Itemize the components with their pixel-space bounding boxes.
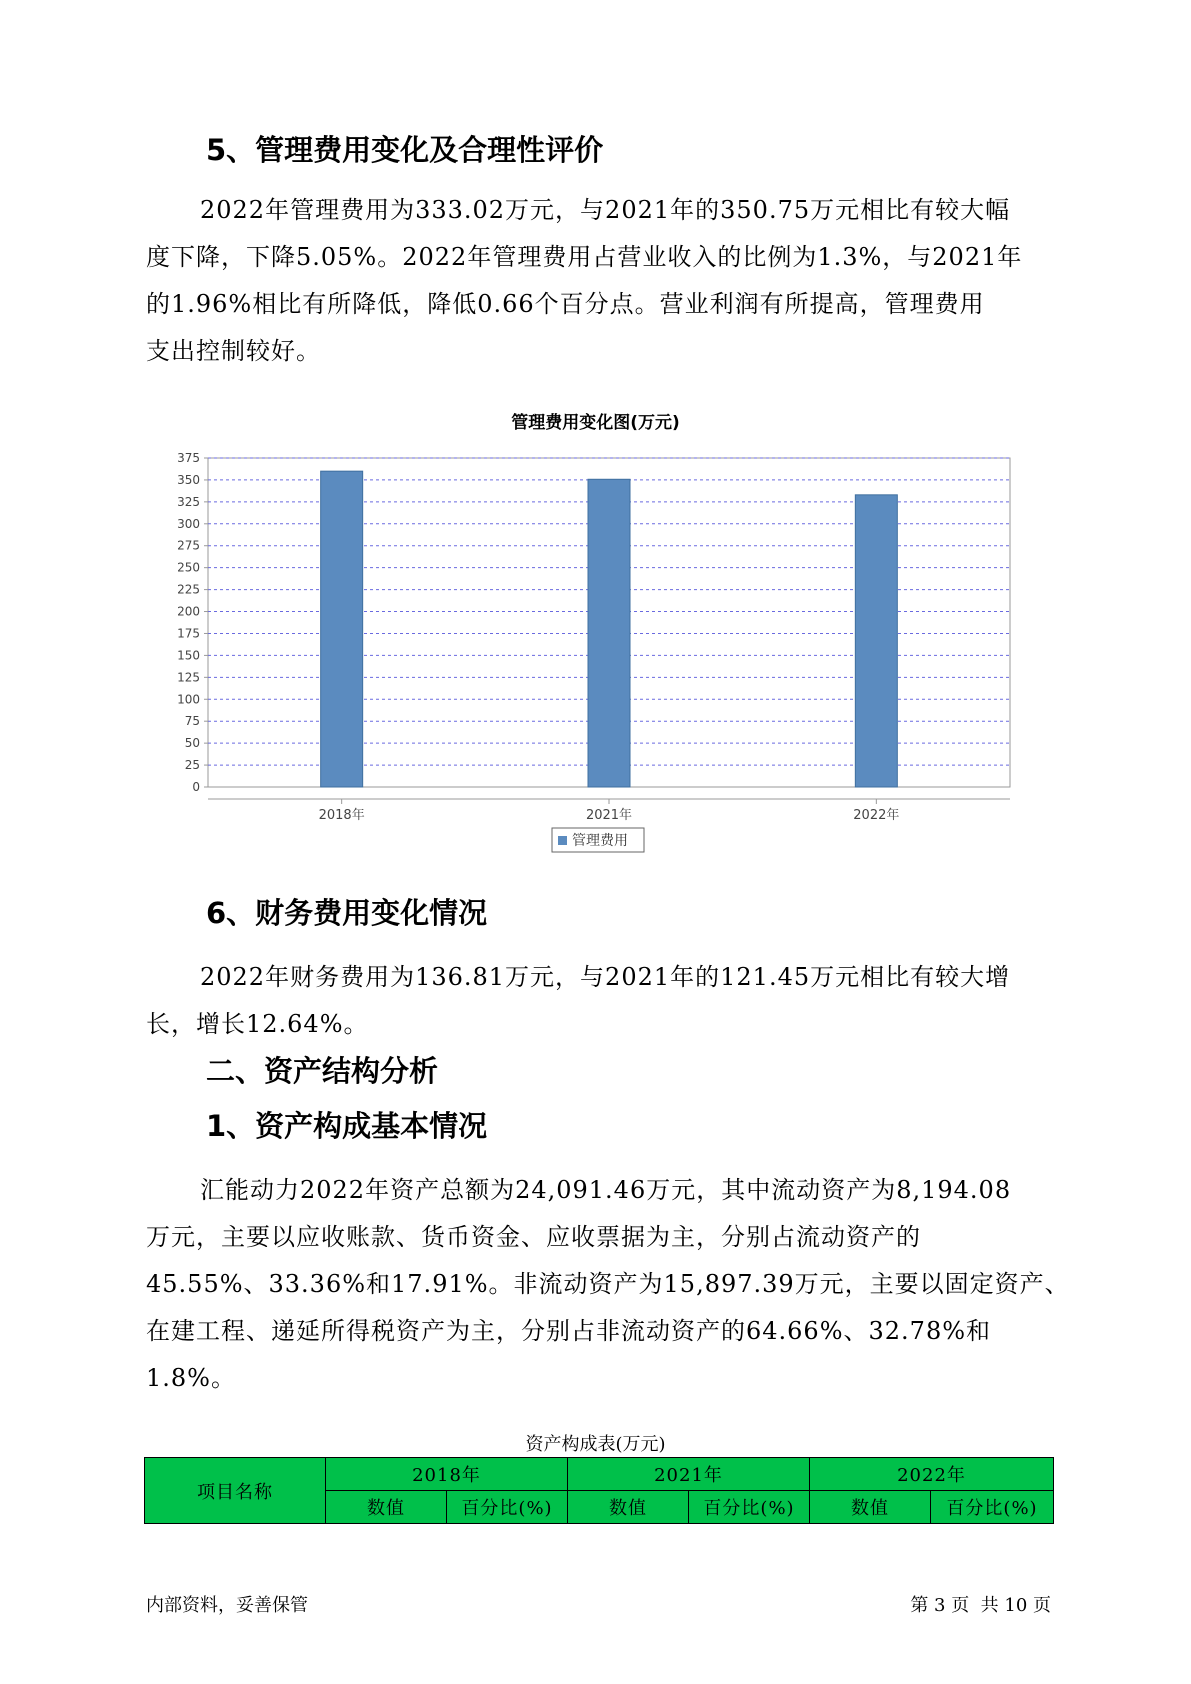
x-tick-label: 2018年 <box>318 808 365 823</box>
header-percent: 百分比(%) <box>689 1491 810 1524</box>
y-tick-label: 200 <box>177 604 200 619</box>
y-tick-label: 275 <box>177 538 200 553</box>
text-line: 万元，主要以应收账款、货币资金、应收票据为主，分别占流动资产的 <box>146 1223 921 1251</box>
header-value: 数值 <box>326 1491 447 1524</box>
table-header-row <box>145 1458 1054 1491</box>
y-tick-label: 100 <box>177 692 200 707</box>
header-value: 数值 <box>810 1491 931 1524</box>
text-line: 1.8%。 <box>146 1364 236 1392</box>
paragraph-asset-composition <box>146 1167 1070 1402</box>
header-year: 2018年 <box>326 1458 568 1491</box>
paragraph-management-expense <box>146 187 1051 375</box>
section-heading-asset-composition: 1、资产构成基本情况 <box>206 1109 488 1143</box>
section-heading-management-expense: 5、管理费用变化及合理性评价 <box>206 133 604 167</box>
chart-title: 管理费用变化图(万元) <box>511 413 680 433</box>
bar <box>321 471 363 787</box>
text-line: 长，增长12.64%。 <box>146 1010 369 1038</box>
text-line: 2022年管理费用为333.02万元，与2021年的350.75万元相比有较大幅 <box>200 196 1011 224</box>
footer-confidential-note: 内部资料，妥善保管 <box>146 1595 308 1616</box>
asset-composition-table <box>144 1457 1054 1524</box>
text-line: 2022年财务费用为136.81万元，与2021年的121.45万元相比有较大增 <box>200 963 1011 991</box>
x-tick-label: 2021年 <box>585 808 633 823</box>
legend-label: 管理费用 <box>572 833 628 849</box>
header-percent: 百分比(%) <box>931 1491 1054 1524</box>
paragraph-finance-expense <box>146 954 1051 1048</box>
legend-swatch <box>558 836 567 845</box>
text-line: 度下降，下降5.05%。2022年管理费用占营业收入的比例为1.3%，与2021年 <box>146 243 1023 271</box>
management-expense-chart <box>160 450 1032 870</box>
header-value: 数值 <box>568 1491 689 1524</box>
y-tick-label: 250 <box>177 560 200 575</box>
header-project-name: 项目名称 <box>145 1458 326 1524</box>
y-tick-label: 350 <box>177 472 200 487</box>
section-heading-asset-structure: 二、资产结构分析 <box>206 1054 439 1088</box>
y-tick-label: 25 <box>184 758 200 773</box>
section-heading-finance-expense: 6、财务费用变化情况 <box>206 896 488 930</box>
text-line: 的1.96%相比有所降低，降低0.66个百分点。营业利润有所提高，管理费用 <box>146 290 985 318</box>
text-line: 在建工程、递延所得税资产为主，分别占非流动资产的64.66%、32.78%和 <box>146 1317 992 1345</box>
header-percent: 百分比(%) <box>447 1491 568 1524</box>
header-year: 2021年 <box>568 1458 810 1491</box>
y-tick-label: 300 <box>177 516 200 531</box>
table-caption: 资产构成表(万元) <box>525 1434 666 1455</box>
x-tick-label: 2022年 <box>853 808 900 823</box>
y-tick-label: 375 <box>177 451 200 465</box>
footer-page-number: 第 3 页 共 10 页 <box>910 1595 1051 1616</box>
y-tick-label: 325 <box>177 494 200 509</box>
text-line: 汇能动力2022年资产总额为24,091.46万元，其中流动资产为8,194.08 <box>200 1176 1012 1204</box>
y-tick-label: 50 <box>184 736 200 751</box>
y-tick-label: 75 <box>184 714 200 729</box>
bar <box>855 495 897 787</box>
bar <box>588 479 630 787</box>
y-tick-label: 225 <box>177 582 200 597</box>
header-year: 2022年 <box>810 1458 1054 1491</box>
y-tick-label: 125 <box>177 670 200 685</box>
y-tick-label: 0 <box>192 780 200 794</box>
text-line: 45.55%、33.36%和17.91%。非流动资产为15,897.39万元，主要以固定资产、 <box>146 1270 1070 1298</box>
y-tick-label: 150 <box>177 648 200 663</box>
y-tick-label: 175 <box>177 626 200 641</box>
text-line: 支出控制较好。 <box>146 337 321 365</box>
